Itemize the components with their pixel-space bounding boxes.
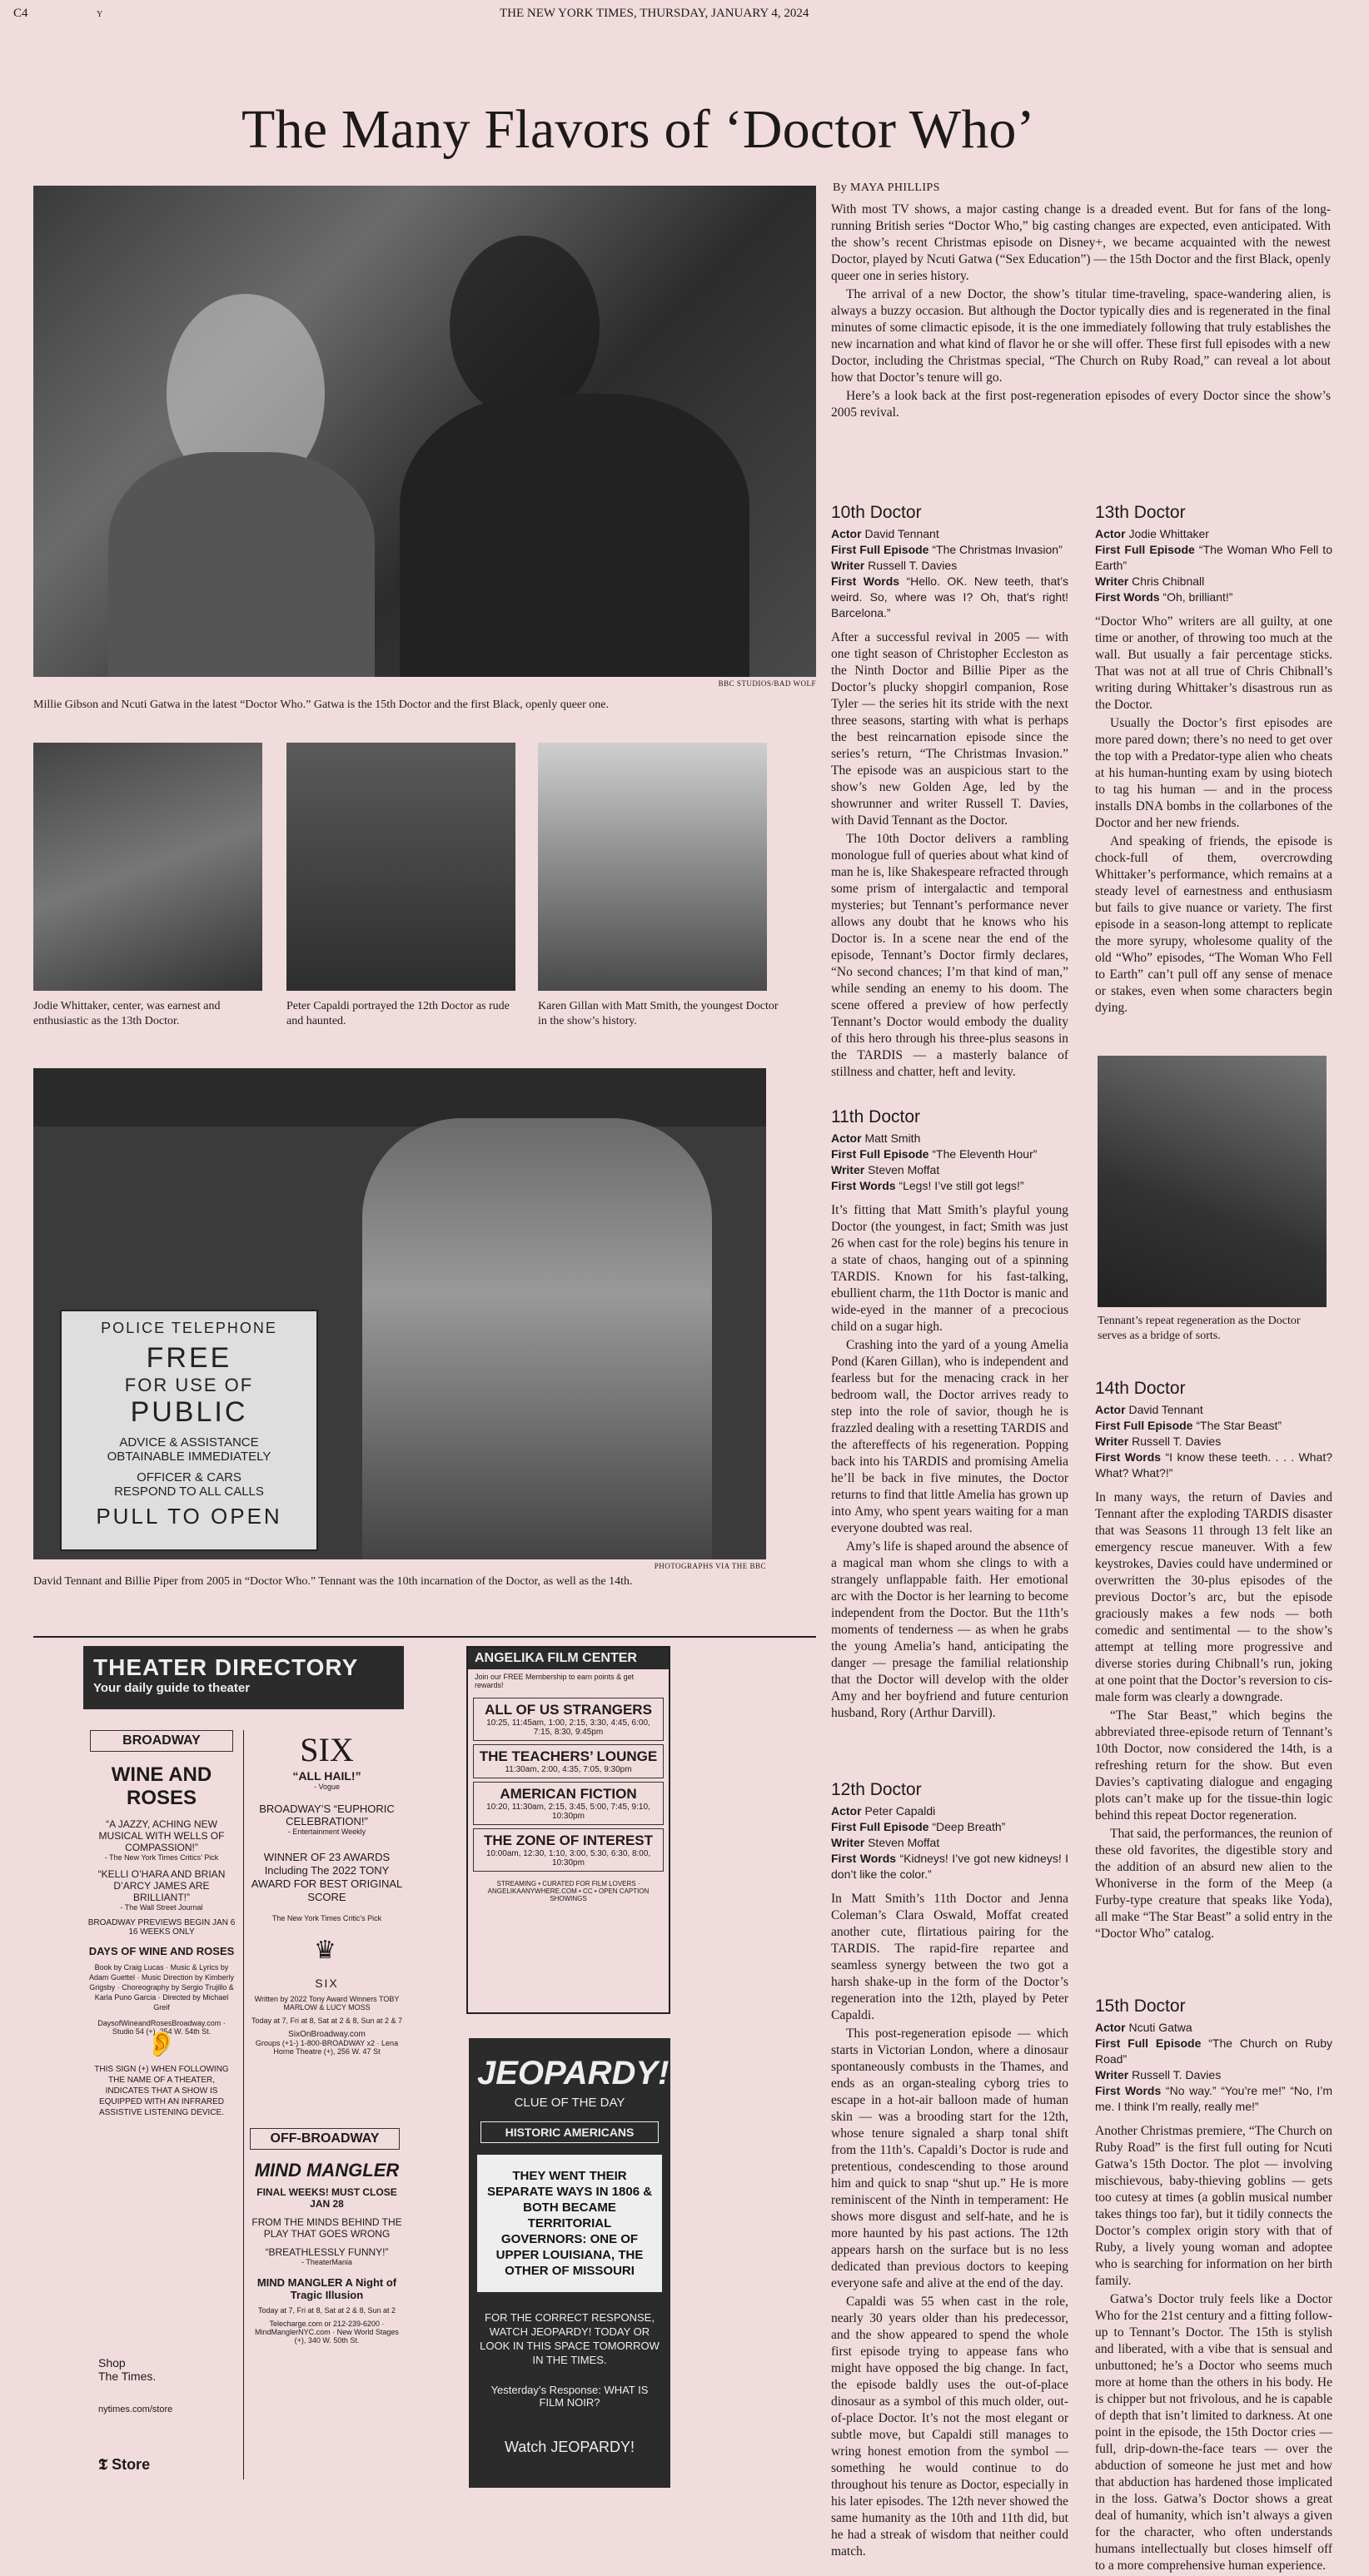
sign-line: FREE [146,1342,232,1374]
ad-rule [33,1636,816,1638]
intro-paragraph: With most TV shows, a major casting change is a dreaded event. But for fans of the long-running British series “Doctor Who,” big casting changes are expected, even anticipated. With the show’s recent Christmas episode on Disney+, we became acquainted with the newest Doctor, played by Ncuti Gatwa (“Sex Education”) — the 15th Doctor and the first Black, openly queer one in series history. [831,202,1331,283]
ad-quote: BROADWAY’S “EUPHORIC CELEBRATION!” [259,1803,395,1828]
police-sign [60,1310,318,1551]
edition-mark: Y [97,10,103,19]
shop-line: Shop [98,2356,126,2370]
doctor-meta: Actor David Tennant First Full Episode “The Christmas Invasion” Writer Russell T. Davies First Words “Hello. OK. New teeth, that’s weird. So, where was I? Oh, that’s right! Barcelona.” [831,527,1069,619]
article-intro [831,201,1331,423]
ad-title: MIND MANGLER [254,2160,400,2181]
film-times: 10:20, 11:30am, 2:15, 3:45, 5:00, 7:45, 9:10, 10:30pm [486,1803,650,1821]
watch-label: Watch JEOPARDY! [504,2439,635,2455]
body-paragraph: Crashing into the yard of a young Amelia Pond (Karen Gillan), who is independent and fearless but for the menacing crack in her bedroom wall, the Doctor arrives ready to step into the role of savior, though he is frazzled dealing with a resetting TARDIS and the aftereffects of his regeneration. Popping back into his TARDIS and promising Amelia he’ll be back in five minutes, the Doctor returns to find that little Amelia has grown up into Amy, who spent years waiting for a man everyone doubted was real. [831,1338,1068,1535]
section-13th-doctor [1095,505,1332,1018]
ad-info: DaysofWineandRosesBroadway.com · Studio 54 (+), 254 W. 54th St. [97,2019,226,2036]
clue-question: THEY WENT THEIR SEPARATE WAYS IN 1806 & BOTH BECAME TERRITORIAL GOVERNORS: ONE OF UPPER LOUISIANA, THE OTHER OF MISSOURI [477,2155,662,2292]
film-times: 10:00am, 12:30, 1:10, 3:00, 5:30, 6:30, 8:00, 10:30pm [485,1849,651,1867]
ad-wine-and-roses[interactable] [87,1763,236,2036]
headline: The Many Flavors of ‘Doctor Who’ [241,99,1035,160]
ad-info: Groups (+1-) 1-800-BROADWAY x2 · Lena Horne Theatre (+), 256 W. 47 St [255,2039,399,2056]
ad-quote-source: - The New York Times Critics’ Pick [104,1853,219,1862]
doctor-meta: Actor Ncuti Gatwa First Full Episode “The Church on Ruby Road” Writer Russell T. Davies First Words “No way.” “You’re me!” “No, I’m me. I think I’m really, really me!” [1095,2021,1333,2113]
byline: By MAYA PHILLIPS [833,182,940,194]
section-12th-doctor [831,1782,1068,2562]
yesterday-response: Yesterday’s Response: WHAT IS FILM NOIR? [490,2384,649,2409]
caption-regeneration: Tennant’s repeat regeneration as the Doctor serves as a bridge of sorts. [1098,1315,1301,1342]
jeopardy-logo: JEOPARDY! [477,2055,670,2091]
film-name: THE ZONE OF INTEREST [483,1833,654,1848]
sign-line: FOR USE OF [124,1375,254,1395]
ad-times: Today at 7, Fri at 8, Sat at 2 & 8, Sun at 2 & 7 [251,2017,403,2025]
section-title: 13th Doctor [1095,503,1186,522]
ad-jeopardy[interactable] [469,2038,670,2488]
main-photo-caption: Millie Gibson and Ncuti Gatwa in the latest “Doctor Who.” Gatwa is the 15th Doctor and the first Black, openly queer one. [33,699,610,711]
section-title: 11th Doctor [831,1107,920,1126]
section-title: 10th Doctor [831,503,922,522]
body-paragraph: And speaking of friends, the episode is chock-full of them, overcrowding Whittaker’s performance, which remains at a steady level of earnestness and enthusiasm but fails to give nuance or variety. The first episode in a season-long attempt to replicate the more syrupy, wholesome quality of the old “Who” episodes, “The Woman Who Fell to Earth” can’t pull off any sense of menace or stakes, even when some characters begin dying. [1095,834,1332,1015]
sign-line: PULL TO OPEN [96,1504,282,1529]
doctor-meta: Actor Peter Capaldi First Full Episode “Deep Breath” Writer Steven Moffat First Words “Kidneys! I’ve got new kidneys! I don’t like the color.” [831,1804,1068,1881]
intro-paragraph: The arrival of a new Doctor, the show’s titular time-traveling, space-wandering alien, is always a buzzy occasion. But although the Doctor typically dies and is regenerated in the final minutes of some climactic episode, it is the one immediately following that truly establishes the new incarnation and what kind of flavor he or she will offer. These first full episodes with a new Doctor, including the Christmas special, “The Church on Ruby Road,” can reveal a lot about how that Doctor’s tenure will go. [831,287,1331,385]
ad-title: WINE AND ROSES [111,1763,212,1809]
doctor-meta: Actor David Tennant First Full Episode “The Star Beast” Writer Russell T. Davies First Words “I know these teeth. . . . What? What? What?!” [1095,1403,1333,1479]
ad-hearing-notice [90,2030,233,2118]
ad-quote-source: - Vogue [313,1783,341,1791]
sign-line: POLICE TELEPHONE [101,1320,277,1336]
film-name: AMERICAN FICTION [500,1786,637,1802]
ad-quote-source: - The Wall Street Journal [120,1903,203,1912]
photo-gillan-smith [538,743,767,991]
section-11th-doctor [831,1109,1068,1723]
figure-body-right [400,394,749,677]
section-14th-doctor [1095,1380,1332,1944]
body-paragraph: Usually the Doctor’s first episodes are more pared down; there’s no need to get over the top with a Predator-type alien who cheats at his human-hunting exam by using biotech to tag his human — and in the process installs DNA bombs in the collarbones of the Doctor and her new friends. [1095,716,1332,830]
hearing-text: THIS SIGN (+) WHEN FOLLOWING THE NAME OF A THEATER, INDICATES THAT A SHOW IS EQUIPPED WITH AN INFRARED ASSISTIVE LISTENING DEVICE. [94,2065,229,2117]
film-times: 10:25, 11:45am, 1:00, 2:15, 3:30, 4:45, 6:00, 7:15, 8:30, 9:45pm [486,1718,650,1737]
ad-mind-mangler[interactable] [250,2160,404,2345]
body-paragraph: Amy’s life is shaped around the absence of a magical man whom she clings to with a strangely unflappable faith. Her emotional arc with the Doctor is her learning to become independent from the Doctor. But the 11th’s moments of tenderness — as when he grabs the young Amelia’s hand, anticipating the danger — presage the familial relationship that the Doctor will develop with the older Amy and her boyfriend and future centurion husband, Rory (Arthur Darvill). [831,1539,1068,1720]
body-paragraph: “The Star Beast,” which begins the abbreviated three-episode return of Tennant’s 10th Doctor, now considered the 14th, is a refreshing return for the show. But even Davies’s captivating dialogue and engaging plots can’t make up for the tissue-thin logic behind this repeat Doctor regeneration. [1095,1708,1332,1823]
clue-category: HISTORIC AMERICANS [480,2121,659,2143]
clue-label: CLUE OF THE DAY [514,2096,625,2110]
film-listing [473,1698,664,1741]
ad-angelika[interactable] [466,1646,670,2014]
photo-whittaker [33,743,262,991]
ear-icon: 👂 [146,2031,177,2058]
ad-quote: “A JAZZY, ACHING NEW MUSICAL WITH WELLS OF COMPASSION!” [98,1818,225,1853]
caption-capaldi: Peter Capaldi portrayed the 12th Doctor as rude and haunted. [286,1000,510,1027]
column-rule [243,1730,244,2479]
broadway-label: BROADWAY [90,1730,233,1752]
ad-writers: Written by 2022 Tony Award Winners TOBY MARLOW & LUCY MOSS [254,1995,400,2012]
page-number: C4 [13,7,28,20]
sign-line: PUBLIC [130,1396,248,1428]
ad-quote: “ALL HAIL!” [292,1769,361,1783]
sign-line: ADVICE & ASSISTANCE [119,1435,259,1450]
ad-title-2: MIND MANGLER A Night of Tragic Illusion [256,2276,397,2301]
ad-close: FINAL WEEKS! MUST CLOSE JAN 28 [256,2186,397,2210]
caption-gillan-smith: Karen Gillan with Matt Smith, the youngest Doctor in the show’s history. [538,1000,779,1027]
main-photo-credit: BBC STUDIOS/BAD WOLF [718,679,816,688]
tardis-photo-caption: David Tennant and Billie Piper from 2005 in “Doctor Who.” Tennant was the 10th incarnation of the Doctor, as well as the 14th. [33,1575,633,1588]
ad-title: ANGELIKA FILM CENTER [468,1648,669,1669]
body-paragraph: This post-regeneration episode — which starts in Victorian London, where a dinosaur spontaneously combusts in the Thames, and ends as an organ-stealing cyborg tries to escape in a hot-air balloon made of human skin — was a brooding start for the 12th, whose tenure signaled a sharp tonal shift from the 11th’s. Capaldi’s Doctor is rude and pretentious, condescending to those around him and quick to snap “shut up.” He is more reminiscent of the Ninth in temperament: He shows more disgust and self-hate, and he is more haunted by his past actions. The 12th appears harsh on the surface but is no less dedicated than previous doctors to keeping everyone safe and alive at the end of the day. [831,2026,1068,2290]
directory-subtitle: Your daily guide to theater [93,1681,251,1695]
section-10th-doctor [831,505,1068,1082]
clue-prompt: FOR THE CORRECT RESPONSE, WATCH JEOPARDY! TODAY OR LOOK IN THIS SPACE TOMORROW IN THE TIMES. [480,2311,660,2366]
directory-title: THEATER DIRECTORY [93,1654,359,1680]
ad-six[interactable] [250,1730,404,2056]
body-paragraph: That said, the performances, the reunion of these old favorites, the digestible story and the addition of an absurd new alien to the Whoniverse in the form of the Meep (a Furby-type creature that speaks like Yoda), all make “The Star Beast” a solid entry in the “Doctor Who” catalog. [1095,1827,1332,1941]
shop-url[interactable]: nytimes.com/store [98,2404,173,2414]
tardis-photo-credit: PHOTOGRAPHS VIA THE BBC [654,1562,766,1570]
body-paragraph: Another Christmas premiere, “The Church on Ruby Road” is the first full outing for Ncuti Gatwa’s 15th Doctor. The plot — involving mischievous, baby-thieving goblins — gets too cutesy at times (a goblin musical number takes things too far), but it tidily connects the Doctor’s complex origin story with that of Ruby, a lively young woman and adoptee who is searching for information on her birth family. [1095,2124,1332,2288]
ad-promo: Join our FREE Membership to earn points & get rewards! [475,1673,635,1689]
ad-info: Telecharge.com or 212-239-6200 · MindManglerNYC.com · New World Stages (+), 340 W. 50th St. [255,2320,399,2345]
photo-capaldi [286,743,515,991]
film-name: THE TEACHERS’ LOUNGE [479,1748,658,1764]
crown-icon: ♛ [314,1937,340,1964]
body-paragraph: Capaldi was 55 when cast in the role, nearly 30 years older than his predecessor, and the show appeared to spend the whole first episode trying to appease fans who might have opposed the big change. In fact, the episode baldly uses the out-of-place dinosaur as a symbol of this much older, out-of-place Doctor. It’s not the most elegant or subtle move, but Capaldi still manages to wring honest emotion from the symbol — something he would continue to do throughout his tenure as Doctor, especially in his later episodes. The 12th never showed the same humanity as the 10th and 11th did, but he had a streak of wisdom that neither could match. [831,2295,1068,2559]
body-paragraph: After a successful revival in 2005 — with one tight season of Christopher Eccleston as the Ninth Doctor and Billie Piper as the Doctor’s plucky shopgirl companion, Rose Tyler — the series hit its stride with the next three seasons, starting with what is perhaps the best reincarnation episode since the series’s return, “The Christmas Invasion.” The episode was an auspicious start to the show’s new Golden Age, led by the showrunner and writer Russell T. Davies, with David Tennant as the Doctor. [831,630,1068,828]
section-title: 14th Doctor [1095,1379,1186,1398]
ad-shop[interactable] [90,2348,233,2489]
caption-whittaker: Jodie Whittaker, center, was earnest and enthusiastic as the 13th Doctor. [33,1000,221,1027]
section-title: 12th Doctor [831,1780,922,1799]
film-listing [473,1828,664,1872]
intro-paragraph: Here’s a look back at the first post-regeneration episodes of every Doctor since the show’s 2005 revival. [831,389,1331,420]
film-listing [473,1744,664,1778]
film-times: 11:30am, 2:00, 4:35, 7:05, 9:30pm [505,1765,632,1774]
film-name: ALL OF US STRANGERS [485,1702,652,1718]
ad-footer: STREAMING • CURATED FOR FILM LOVERS · ANGELIKAANYWHERE.COM • CC • OPEN CAPTION SHOWINGS [487,1880,650,1902]
actors [362,1118,712,1559]
figure-body-left [108,452,375,677]
dateline: THE NEW YORK TIMES, THURSDAY, JANUARY 4, 2024 [500,7,809,20]
body-paragraph: Gatwa’s Doctor truly feels like a Doctor Who for the 21st century and a fitting follow-up to Tennant’s Doctor. The 15th is stylish and liberated, with a vibe that is sensual and unbuttoned; he’s a Doctor who seems much more at home than the others in his body. He is chipper but not frivolous, and he is capable of depth that isn’t limited to darkness. At one point in the episode, the 15th Doctor cries — full, drip-down-the-face tears — over the abduction of someone he just met and how that abduction has hardened those implicated in the loss. Gatwa’s Doctor shows a great deal of humanity, which isn’t always a given for the character, who often understands humans intellectually but closes himself off to a more comprehensive human experience. [1095,2292,1332,2573]
film-list [468,1693,669,1877]
store-brand: 𝕿 Store [98,2456,151,2473]
ad-times: Today at 7, Fri at 8, Sat at 2 & 8, Sun at 2 [257,2306,396,2315]
sign-line: OFFICER & CARS [137,1470,241,1484]
body-paragraph: “Doctor Who” writers are all guilty, at one time or another, of throwing too much at the wall. But usually a fair percentage sticks. That was not at all true of Chris Chibnall’s writing during Whittaker’s disastrous run as the Doctor. [1095,614,1332,712]
ad-title-2: SIX [315,1977,339,1990]
ad-pick: The New York Times Critic’s Pick [271,1914,382,1922]
ad-quote-source: - TheaterMania [301,2258,352,2266]
ad-previews: BROADWAY PREVIEWS BEGIN JAN 6 16 WEEKS ONLY [87,1918,236,1937]
ad-quote: “BREATHLESSLY FUNNY!” [265,2246,389,2258]
body-paragraph: The 10th Doctor delivers a rambling monologue full of queries about what kind of man he is, like Shakespeare refracted through some prism of intergalactic and temporal mysteries; but Tennant’s performance never allows any doubt that he knows who his Doctor is. In a scene near the end of the episode, Tennant’s Doctor firmly declares, “No second chances; I’m that kind of man,” while sending an enemy to his doom. The scene offered a preview of how perfectly Tennant’s Doctor would embody the duality of this hero through his three-plus seasons in the TARDIS — a masterly balance of stillness and chatter, heft and levity. [831,832,1068,1079]
ad-quote: “KELLI O’HARA AND BRIAN D’ARCY JAMES ARE BRILLIANT!” [97,1868,226,1903]
theater-directory-header [83,1646,404,1709]
doctor-meta: Actor Matt Smith First Full Episode “The Eleventh Hour” Writer Steven Moffat First Words “Legs! I’ve still got legs!” [831,1131,1038,1192]
sign-line: OBTAINABLE IMMEDIATELY [107,1450,271,1464]
body-paragraph: It’s fitting that Matt Smith’s playful young Doctor (the youngest, in fact; Smith was just 26 when cast for the role) begins his tenure in a state of chaos, hanging out of a spinning TARDIS. Known for his fast-talking, ebullient charm, the 11th Doctor is manic and wide-eyed in the manner of a precocious child on a sugar high. [831,1203,1068,1334]
section-15th-doctor [1095,1998,1332,2576]
body-paragraph: In many ways, the return of Davies and Tennant after the exploding TARDIS disaster that was Seasons 11 through 13 felt like an emergency rescue maneuver. With a few keystrokes, Davies could have undermined or overwritten the 30-plus episodes of the previous Doctor’s arc, but the episode graciously makes a few nods — both comedic and sentimental — to the show’s attempt at telling more progressive and diverse stories during Chibnall’s run, joking at one point that the Doctor’s reversion to cis-male form was clearly a downgrade. [1095,1490,1332,1704]
doctor-meta: Actor Jodie Whittaker First Full Episode “The Woman Who Fell to Earth” Writer Chris Chibnall First Words “Oh, brilliant!” [1095,527,1332,604]
body-paragraph: In Matt Smith’s 11th Doctor and Jenna Coleman’s Clara Oswald, Moffat created another cute, flirtatious pairing for the TARDIS. The rapid-fire repartee and seamless synergy between the two got a harsh shake-up in the form of the Doctor’s regeneration into the 12th, played by Peter Capaldi. [831,1892,1068,2022]
ad-from: FROM THE MINDS BEHIND THE PLAY THAT GOES WRONG [251,2216,402,2240]
film-listing [473,1782,664,1825]
ad-quote-source: - Entertainment Weekly [287,1828,366,1836]
shop-line: The Times. [98,2370,157,2383]
figure-right [450,236,600,419]
tardis-photo [33,1068,766,1559]
ad-awards: WINNER OF 23 AWARDS Including The 2022 TONY AWARD FOR BEST ORIGINAL SCORE [251,1851,403,1903]
main-photo [33,186,816,677]
ad-site: SixOnBroadway.com [288,2030,366,2039]
sign-line: RESPOND TO ALL CALLS [114,1484,264,1499]
ad-credits: Book by Craig Lucas · Music & Lyrics by Adam Guettel · Music Direction by Kimberly Grigsby · Choreography by Sergio Trujillo & Karla Puno Garcia · Directed by Michael Greif [88,1963,235,2012]
section-title: 15th Doctor [1095,1997,1186,2016]
tardis-top [33,1068,766,1126]
ad-title-2: DAYS OF WINE AND ROSES [88,1945,235,1957]
off-broadway-label: OFF-BROADWAY [250,2128,400,2150]
photo-regeneration [1098,1056,1327,1307]
ad-title: SIX [300,1731,354,1768]
